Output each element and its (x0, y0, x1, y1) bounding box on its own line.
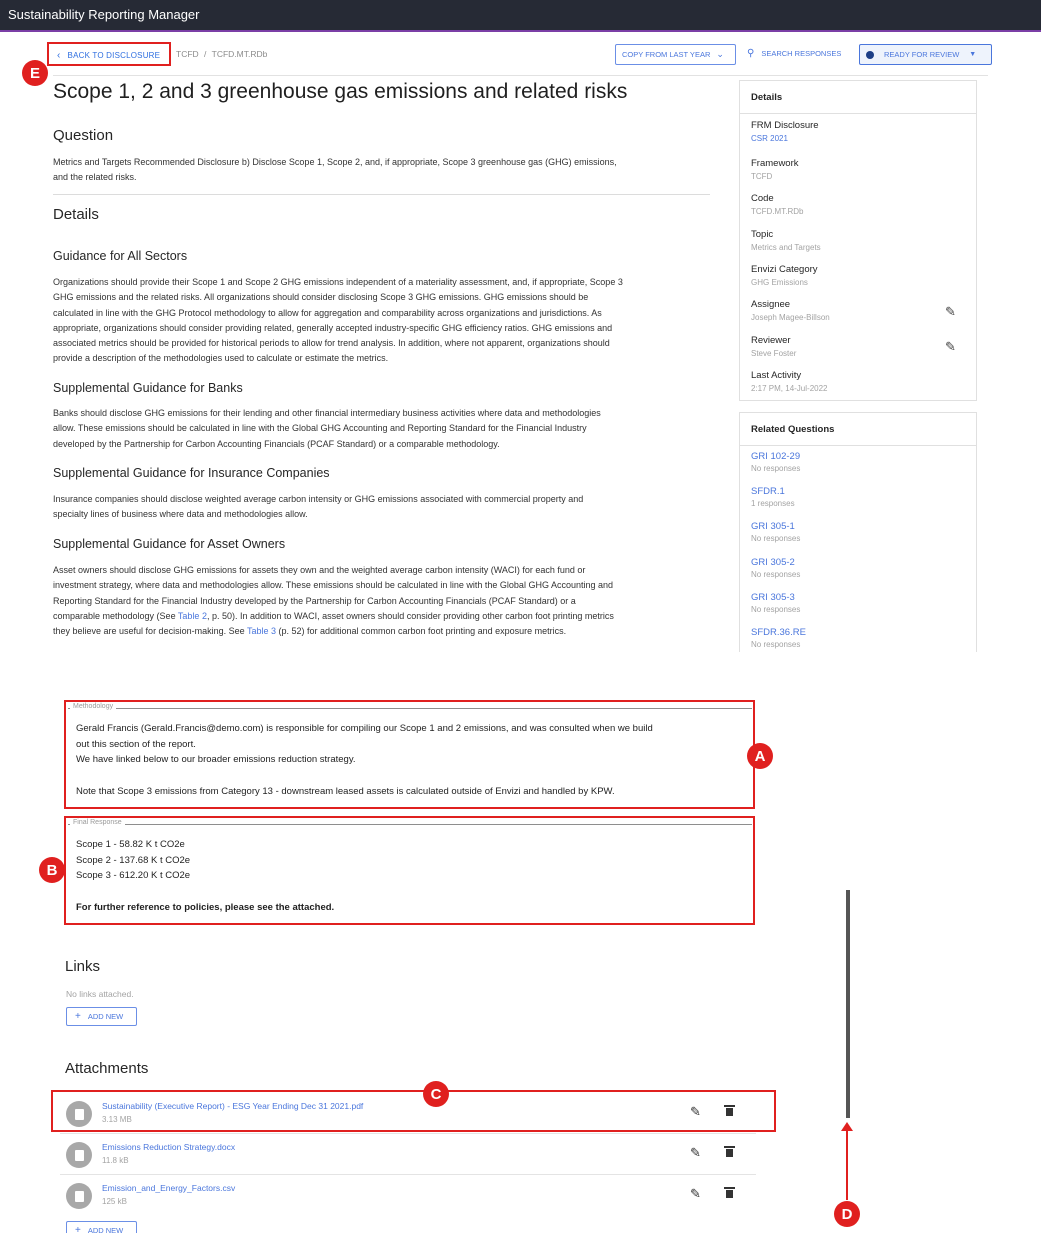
related-question-item[interactable] (751, 521, 800, 543)
marker-e: E (22, 60, 48, 86)
details-panel (739, 80, 977, 401)
attachment-row (60, 1135, 756, 1175)
related-question-code[interactable]: SFDR.1 (751, 486, 785, 497)
detail-assignee (751, 299, 830, 322)
section-divider (53, 194, 710, 195)
trash-icon[interactable] (725, 1146, 734, 1157)
related-question-item[interactable] (751, 627, 806, 649)
final-response-line: Scope 3 - 612.20 K t CO2e (76, 870, 191, 882)
guidance-line: developed by the Partnership for Carbon Accounting Financials (PCAF Standard) or a comparable methodology. (53, 438, 500, 449)
guidance-line: Insurance companies should disclose weighted average carbon intensity or GHG emissions associated with commercial property and (53, 494, 584, 504)
app-title: Sustainability Reporting Manager (8, 7, 200, 22)
attachments-heading: Attachments (65, 1060, 149, 1077)
text-fragment: (p. 52) for additional common carbon foot printing and exposure metrics. (275, 626, 567, 637)
final-response-line: Scope 2 - 137.68 K t CO2e (76, 854, 191, 866)
breadcrumb-separator: / (204, 49, 207, 59)
caret-down-icon: ▼ (969, 51, 977, 58)
detail-last-activity (751, 370, 828, 393)
detail-value: GHG Emissions (751, 278, 808, 287)
related-question-count: No responses (751, 534, 801, 543)
file-icon (66, 1183, 92, 1209)
add-link-label: ADD NEW (87, 1012, 124, 1021)
guidance-line: GHG emissions and the related risks. All organizations should consider disclosing Scope 3 GHG emissions. GHG emissions should be (53, 292, 589, 303)
text-fragment: , p. 50). In addition to WACI, asset owners should consider providing other carbon foot printing metrics (206, 610, 614, 621)
annotation-box-e (47, 42, 171, 66)
related-question-code[interactable]: GRI 305-2 (751, 557, 795, 568)
edit-pencil-icon[interactable]: ✎ (690, 1186, 701, 1201)
guidance-heading: Supplemental Guidance for Banks (53, 381, 243, 395)
back-label: BACK TO DISCLOSURE (67, 50, 161, 60)
detail-label: FRM Disclosure (751, 120, 819, 131)
annotation-arrow-line (846, 1128, 848, 1200)
guidance-paragraph (53, 563, 710, 639)
text-fragment: comparable methodology (See (53, 610, 178, 621)
attachment-row (60, 1176, 756, 1216)
breadcrumb-code: TCFD.MT.RDb (211, 49, 268, 59)
details-heading: Details (53, 206, 99, 223)
edit-pencil-icon[interactable]: ✎ (690, 1145, 701, 1160)
related-question-item[interactable] (751, 486, 795, 508)
scrollbar-thumb[interactable] (846, 890, 850, 1118)
guidance-line: calculated in line with the GHG Protocol methodology to allow for aggregation and comparability across organizations and jurisdictions. As (53, 307, 602, 318)
related-question-item[interactable] (751, 557, 800, 579)
annotation-box-a (64, 700, 755, 809)
text-fragment: they believe are useful for decision-making. See (53, 626, 247, 637)
add-attachment-label: ADD NEW (87, 1226, 124, 1233)
search-label: SEARCH RESPONSES (761, 49, 842, 58)
guidance-line: specialty lines of business where data and methodologies allow. (53, 509, 308, 520)
no-links-text: No links attached. (66, 989, 134, 999)
methodology-legend: Methodology (70, 703, 116, 710)
detail-label: Last Activity (751, 370, 802, 381)
guidance-heading: Guidance for All Sectors (53, 249, 188, 263)
detail-label: Framework (751, 158, 799, 169)
copy-from-last-year-button[interactable] (615, 44, 736, 65)
marker-b: B (39, 857, 65, 883)
trash-bin (726, 1149, 733, 1157)
methodology-line: out this section of the report. (76, 738, 196, 750)
detail-value: Joseph Magee-Billson (751, 313, 830, 322)
detail-frm-disclosure (751, 120, 819, 143)
annotation-box-c (51, 1090, 776, 1132)
toolbar-divider (53, 75, 988, 76)
guidance-line: investment strategy, where data and methodologies allow. These emissions should be calculated in line with the Global GHG Accounting and (53, 580, 613, 591)
related-question-count: No responses (751, 640, 801, 649)
trash-lid (724, 1146, 735, 1148)
app-header (0, 0, 1041, 32)
related-question-count: No responses (751, 464, 801, 473)
detail-framework (751, 158, 799, 181)
table-3-link[interactable]: Table 3 (246, 626, 276, 637)
marker-d: D (834, 1201, 860, 1227)
attachment-name-link[interactable]: Emission_and_Energy_Factors.csv (102, 1183, 236, 1193)
detail-value: TCFD.MT.RDb (751, 207, 804, 216)
related-question-code[interactable]: SFDR.36.RE (751, 627, 806, 638)
related-question-count: No responses (751, 605, 801, 614)
status-label: READY FOR REVIEW (884, 50, 960, 59)
document-icon (75, 1150, 84, 1161)
edit-pencil-icon[interactable]: ✎ (690, 1104, 701, 1119)
guidance-line: associated metrics should be provided for historical periods to allow for trend analysis. In addition, where not apparent, organizations should (53, 338, 610, 349)
breadcrumb-framework[interactable]: TCFD (176, 49, 199, 59)
guidance-paragraph (53, 492, 710, 523)
trash-lid (724, 1187, 735, 1189)
links-heading: Links (65, 958, 101, 975)
detail-value: Metrics and Targets (751, 243, 821, 252)
attachment-size: 125 kB (102, 1197, 127, 1206)
file-icon (66, 1142, 92, 1168)
document-icon (75, 1191, 84, 1202)
page-title: Scope 1, 2 and 3 greenhouse gas emissions and related risks (53, 80, 628, 103)
detail-envizi-category (751, 264, 818, 287)
marker-c: C (423, 1081, 449, 1107)
related-question-code[interactable]: GRI 102-29 (751, 451, 801, 462)
marker-a: A (747, 743, 773, 769)
final-response-note: For further reference to policies, please see the attached. (76, 901, 335, 913)
edit-reviewer-pencil-icon[interactable]: ✎ (945, 339, 956, 354)
question-heading: Question (53, 127, 114, 144)
question-line: and the related risks. (53, 172, 137, 183)
guidance-heading: Supplemental Guidance for Asset Owners (53, 537, 286, 551)
trash-bin (726, 1190, 733, 1198)
detail-label: Envizi Category (751, 264, 818, 275)
add-attachment-button[interactable] (66, 1221, 137, 1233)
related-question-count: 1 responses (751, 499, 795, 508)
detail-value: 2:17 PM, 14-Jul-2022 (751, 384, 828, 393)
attachment-size: 11.8 kB (102, 1156, 129, 1165)
add-link-button[interactable] (66, 1007, 137, 1026)
guidance-line: provide a description of the methodologies used to calculate or estimate the metrics. (53, 353, 389, 364)
final-response-legend: Final Response (70, 819, 125, 826)
detail-code (751, 193, 803, 216)
chevron-left-icon: ‹ (57, 49, 61, 61)
related-question-code[interactable]: GRI 305-3 (751, 592, 795, 603)
guidance-line: appropriate, organizations should consider providing related, generally accepted industry-specific GHG efficiency ratios. GHG emissions and (53, 322, 613, 333)
plus-icon: + (75, 1225, 81, 1233)
guidance-line (53, 609, 710, 624)
search-icon: ⚲ (747, 48, 755, 59)
related-question-item[interactable] (751, 451, 800, 473)
plus-icon: + (75, 1011, 81, 1022)
related-question-count: No responses (751, 570, 801, 579)
guidance-line (53, 624, 710, 639)
copy-label: COPY FROM LAST YEAR (622, 50, 711, 59)
guidance-paragraph (53, 275, 710, 367)
methodology-line: We have linked below to our broader emissions reduction strategy. (76, 754, 356, 766)
guidance-line: Asset owners should disclose GHG emissions for assets they own and the weighted average carbon intensity (WACI) for each fund or (53, 565, 586, 575)
guidance-paragraph (53, 406, 710, 452)
related-questions-panel (739, 412, 977, 652)
detail-value: TCFD (751, 172, 773, 181)
detail-reviewer (751, 335, 796, 358)
detail-label: Code (751, 193, 774, 204)
question-text (53, 155, 710, 186)
related-questions-heading: Related Questions (740, 413, 976, 446)
edit-assignee-pencil-icon[interactable]: ✎ (945, 304, 956, 319)
question-line: Metrics and Targets Recommended Disclosure b) Disclose Scope 1, Scope 2, and, if appropriate, Scope 3 greenhouse gas (GHG) emissions, (53, 157, 617, 167)
chevron-down-icon: ⌄ (716, 49, 724, 59)
status-dot-icon (866, 51, 874, 59)
breadcrumb (176, 49, 270, 59)
guidance-line: Organizations should provide their Scope 1 and Scope 2 GHG emissions independent of a materiality assessment, and, if appropriate, Scope 3 (53, 277, 623, 287)
table-2-link[interactable]: Table 2 (177, 610, 207, 621)
details-panel-heading: Details (740, 81, 976, 114)
attachment-size: 3.13 MB (102, 1115, 132, 1124)
detail-topic (751, 229, 821, 252)
guidance-heading: Supplemental Guidance for Insurance Companies (53, 466, 330, 480)
guidance-line: allow. These emissions should be calculated in line with the Global GHG Accounting and Reporting Standard for the Financial Industry (53, 423, 587, 434)
related-question-code[interactable]: GRI 305-1 (751, 521, 795, 532)
detail-label: Topic (751, 229, 774, 240)
attachment-name-link[interactable]: Emissions Reduction Strategy.docx (102, 1142, 236, 1152)
detail-label: Assignee (751, 299, 791, 310)
trash-icon[interactable] (725, 1187, 734, 1198)
methodology-line: Gerald Francis (Gerald.Francis@demo.com) is responsible for compiling our Scope 1 and 2 emissions, and was consulted when we build (76, 723, 653, 734)
guidance-line: Banks should disclose GHG emissions for their lending and other financial intermediary business activities where data and methodologies (53, 408, 601, 418)
attachment-name-link[interactable]: Sustainability (Executive Report) - ESG Year Ending Dec 31 2021.pdf (102, 1101, 364, 1111)
guidance-line: Reporting Standard for the Financial Industry developed by the Partnership for Carbon Accounting Financials (PCAF Standard) or a (53, 595, 576, 606)
detail-label: Reviewer (751, 335, 791, 346)
methodology-line: Note that Scope 3 emissions from Category 13 - downstream leased assets is calculated outside of Envizi and handled by KPW. (76, 785, 615, 797)
status-dropdown[interactable] (859, 44, 992, 65)
detail-value: Steve Foster (751, 349, 797, 358)
search-responses-button[interactable] (747, 48, 841, 59)
related-question-item[interactable] (751, 592, 800, 614)
annotation-box-b (64, 816, 755, 925)
final-response-line: Scope 1 - 58.82 K t CO2e (76, 839, 185, 850)
frm-disclosure-link[interactable]: CSR 2021 (751, 134, 788, 143)
